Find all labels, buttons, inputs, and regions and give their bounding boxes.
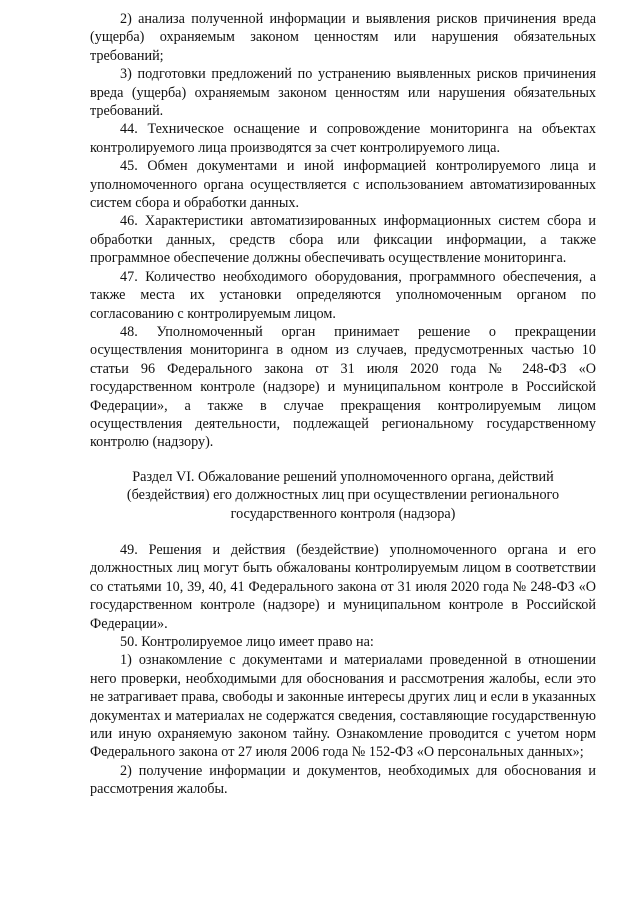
paragraph-47: 47. Количество необходимого оборудования, программного обеспечения, а также места их установки определяются уполномоченным органом по согласованию с контролируемым лицом. — [90, 268, 596, 322]
section-spacer — [90, 523, 596, 541]
paragraph-45: 45. Обмен документами и иной информацией контролируемого лица и уполномоченного органа осуществляется с использованием автоматизированных систем сбора и обработки данных. — [90, 158, 596, 212]
paragraph-49: 49. Решения и действия (бездействие) уполномоченного органа и его должностных лиц могут быть обжалованы контролируемым лицом в соответствии со статьями 10, 39, 40, 41 Федерального закона от 31 июля 2020 года № 248-ФЗ «О государственном контроле (надзоре) и муниципальном контроле в Российской Федерации». — [90, 541, 596, 632]
paragraph-46: 46. Характеристики автоматизированных информационных систем сбора и обработки данных, средств сбора или фиксации информации, а также программное обеспечение должны обеспечивать осуществление мониторинга. — [90, 213, 596, 267]
section-title: Раздел VI. Обжалование решений уполномоченного органа, действий (бездействия) его должностных лиц при осуществлении регионального государственного контроля (надзора) — [126, 468, 560, 522]
paragraph-item-3: 3) подготовки предложений по устранению выявленных рисков причинения вреда (ущерба) охраняемым законом ценностям или нарушения обязательных требований. — [90, 66, 596, 120]
paragraph-50: 50. Контролируемое лицо имеет право на: — [120, 634, 374, 650]
paragraph-48: 48. Уполномоченный орган принимает решение о прекращении осуществления мониторинга в одном из случаев, предусмотренных частью 10 статьи 96 Федерального закона от 31 июля 2020 года № 248-ФЗ «О государственном контроле (надзоре) и муниципальном контроле в Российской Федерации», а также в случае прекращения контролируемым лицом осуществления деятельности, подлежащей региональному государственному контролю (надзору). — [90, 323, 596, 451]
document-page — [90, 10, 596, 799]
paragraph-44: 44. Техническое оснащение и сопровождение мониторинга на объектах контролируемого лица производятся за счет контролируемого лица. — [90, 121, 596, 156]
paragraph-50-item-2: 2) получение информации и документов, необходимых для обоснования и рассмотрения жалобы. — [90, 762, 596, 798]
paragraph-item-2: 2) анализа полученной информации и выявления рисков причинения вреда (ущерба) охраняемым законом ценностям или нарушения обязательных требований; — [90, 11, 596, 64]
paragraph-50-item-1: 1) ознакомление с документами и материалами проведенной в отношении него проверки, необходимыми для обоснования и рассмотрения жалобы, если это не затрагивает права, свободы и законные интересы других лиц и если в указанных документах и материалах не содержатся сведения, составляющие государственную или иную охраняемую законом тайну. Ознакомление проводится с учетом норм Федерального закона от 27 июля 2006 года № 152-ФЗ «О персональных данных»; — [90, 652, 596, 761]
